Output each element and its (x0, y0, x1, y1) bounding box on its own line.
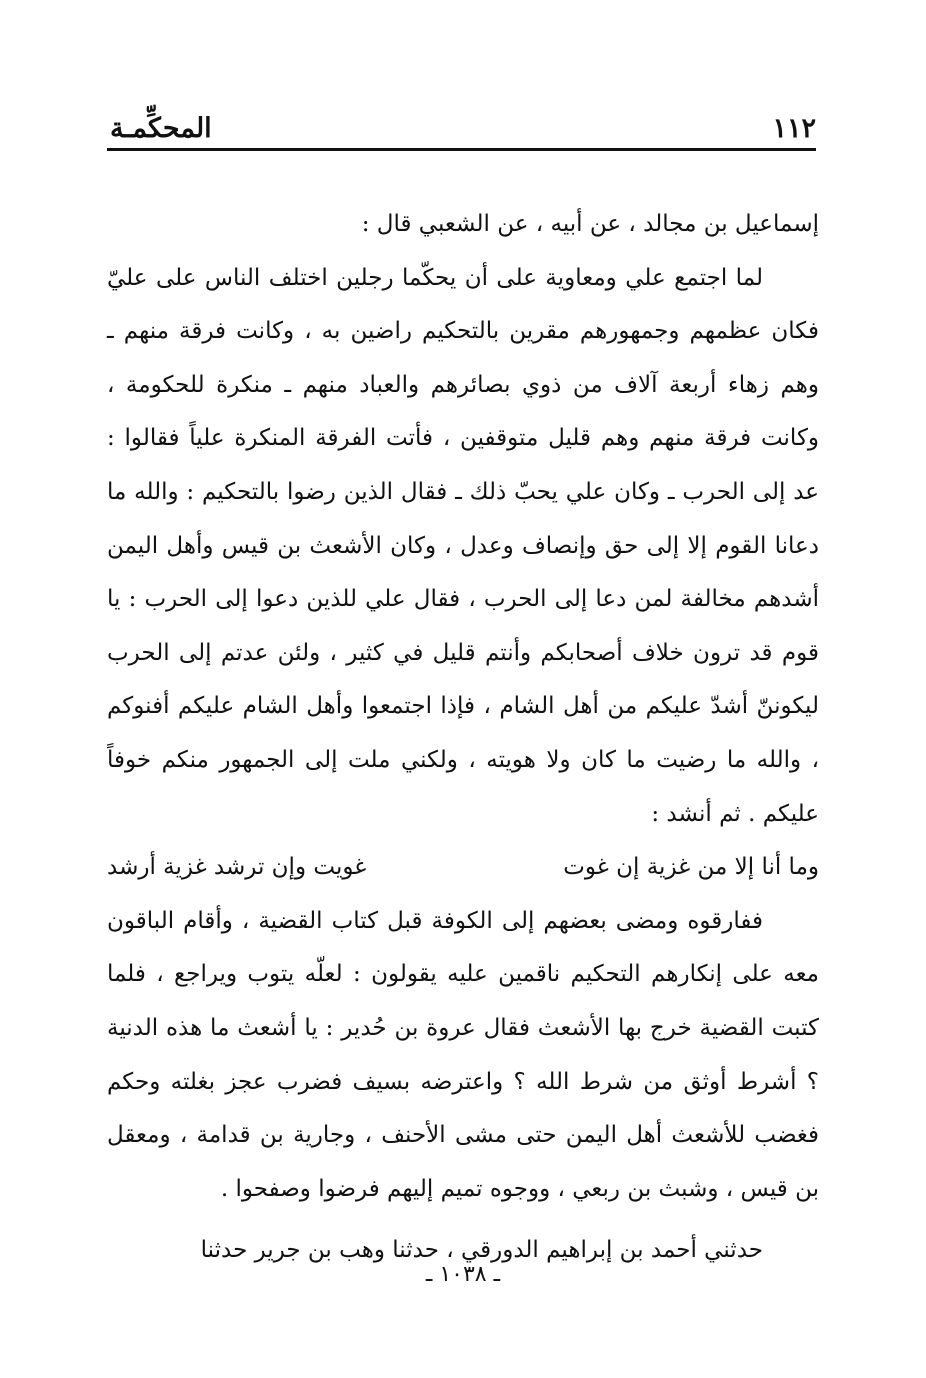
folio-number: ـ ١٠٣٨ ـ (425, 1262, 501, 1287)
paragraph-new-isnad: حدثني أحمد بن إبراهيم الدورقي ، حدثنا وهب بن جرير حدثنا (200, 1237, 763, 1264)
page-number: ١١٢ (772, 113, 816, 144)
paragraph-narrative: لما اجتمع علي ومعاوية على أن يحكّما رجلين اختلف الناس على عليّ فكان عظمهم وجمهورهم مقرين بالتحكيم راضين به ، وكانت فرقة منهم ـ وهم زهاء أربعة آلاف من ذوي بصائرهم والعباد منهم ـ منكرة للحكومة ، وكانت فرقة منهم وهم قليل متوقفين ، فأتت الفرقة المنكرة علياً فقالوا : عد إلى الحرب ـ وكان علي يحبّ ذلك ـ فقال الذين رضوا بالتحكيم : والله ما دعانا القوم إلا إلى حق وإنصاف وعدل ، وكان الأشعث بن قيس وأهل اليمن أشدهم مخالفة لمن دعا إلى الحرب ، فقال علي للذين دعوا إلى الحرب : يا قوم قد ترون خلاف أصحابكم وأنتم قليل في كثير ، ولئن عدتم إلى الحرب ليكوننّ أشدّ عليكم من أهل الشام ، فإذا اجتمعوا وأهل الشام عليكم أفنوكم ، والله ما رضيت ما كان ولا هويته ، ولكني ملت إلى الجمهور منكم خوفاً عليكم . ثم أنشد : (107, 264, 819, 827)
running-head (110, 98, 816, 144)
paragraph-aftermath: ففارقوه ومضى بعضهم إلى الكوفة قبل كتاب القضية ، وأقام الباقون معه على إنكارهم التحكيم ناقمين عليه يقولون : لعلّه يتوب ويراجع ، فلما كتبت القضية خرج بها الأشعث فقال عروة بن حُدير : يا أشعث ما هذه الدنية ؟ أشرط أوثق من شرط الله ؟ واعترضه بسيف فضرب عجز بغلته وحكم فغضب للأشعث أهل اليمن حتى مشى الأحنف ، وجارية بن قدامة ، ومعقل بن قيس ، وشبث بن ربعي ، ووجوه تميم إليهم فرضوا وصفحوا . (107, 907, 819, 1202)
poetry-verse (107, 841, 819, 895)
chapter-title: المحكِّمـة (110, 113, 212, 144)
verse-second-hemistich: غويت وإن ترشد غزية أرشد (107, 854, 367, 881)
verse-first-hemistich: وما أنا إلا من غزية إن غوت (563, 854, 819, 881)
header-rule (107, 148, 816, 151)
paragraph-isnad: إسماعيل بن مجالد ، عن أبيه ، عن الشعبي قال : (361, 211, 819, 237)
body-text (107, 198, 819, 1278)
